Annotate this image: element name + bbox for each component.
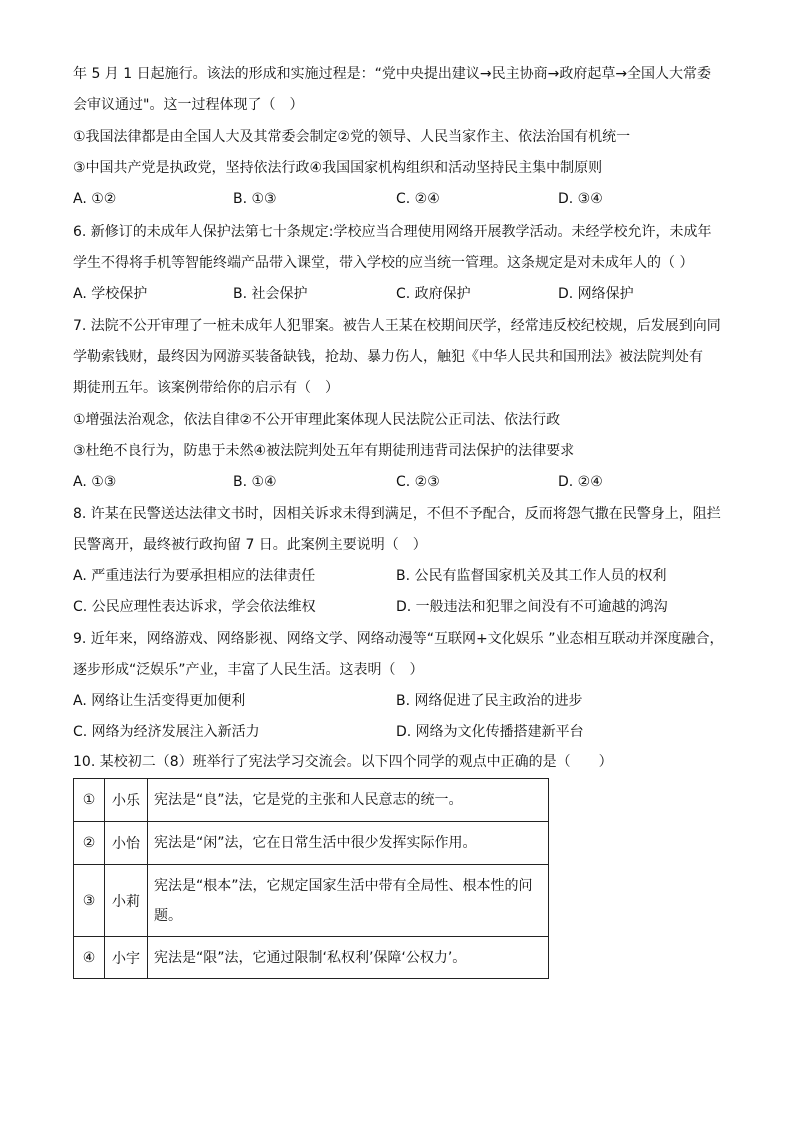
table-row [74,822,549,865]
q9-option-a: A. 网络让生活变得更加便利 [73,693,246,709]
q6-stem-line-2: 学生不得将手机等智能终端产品带入课堂，带入学校的应当统一管理。这条规定是对未成年人的（ ） [73,255,694,271]
row-number: ③ [74,865,105,937]
q7-stem-line-2: 学勒索钱财，最终因为网游买装备缺钱，抢劫、暴力伤人，触犯《中华人民共和国刑法》被法院判处有 [73,349,703,365]
q5-statement-line-1: ①我国法律都是由全国人大及其常委会制定②党的领导、人民当家作主、依法治国有机统一 [73,129,631,145]
q7-statement-line-2: ③杜绝不良行为，防患于未然④被法院判处五年有期徒刑违背司法保护的法律要求 [73,443,575,459]
q5-option-c: C. ②④ [396,191,440,207]
q5-option-b: B. ①③ [233,191,277,207]
q7-statement-line-1: ①增强法治观念，依法自律②不公开审理此案体现人民法院公正司法、依法行政 [73,412,561,428]
q10-viewpoint-table [73,778,549,979]
q8-option-d: D. 一般违法和犯罪之间没有不可逾越的鸿沟 [396,599,668,615]
q7-option-a: A. ①③ [73,474,117,490]
student-view: 宪法是“闲”法，它在日常生活中很少发挥实际作用。 [148,822,549,865]
q10-stem: 10. 某校初二（8）班举行了宪法学习交流会。以下四个同学的观点中正确的是（ ） [73,754,613,770]
q8-option-c: C. 公民应理性表达诉求，学会依法维权 [73,599,316,615]
q5-stem-line-2: 会审议通过"。这一过程体现了（ ） [73,97,304,113]
q6-option-d: D. 网络保护 [558,286,634,302]
q9-option-c: C. 网络为经济发展注入新活力 [73,724,260,740]
student-name: 小莉 [105,865,148,937]
q7-option-b: B. ①④ [233,474,277,490]
student-view: 宪法是“限”法，它通过限制‘私权利’保障‘公权力’。 [148,937,549,979]
q8-option-b: B. 公民有监督国家机关及其工作人员的权利 [396,568,667,584]
row-number: ① [74,779,105,822]
student-name: 小乐 [105,779,148,822]
q7-option-c: C. ②③ [396,474,440,490]
q8-stem-line-1: 8. 许某在民警送达法律文书时，因相关诉求未得到满足，不但不予配合，反而将怨气撒在民警身上，阻拦 [73,506,721,522]
q9-option-d: D. 网络为文化传播搭建新平台 [396,724,584,740]
table-row [74,779,549,822]
row-number: ④ [74,937,105,979]
q7-stem-line-1: 7. 法院不公开审理了一桩未成年人犯罪案。被告人王某在校期间厌学，经常违反校纪校规，后发展到向同 [73,318,721,334]
q5-stem-line-1: 年 5 月 1 日起施行。该法的形成和实施过程是：“党中央提出建议→民主协商→政府起草→全国人大常委 [73,66,712,82]
q6-option-b: B. 社会保护 [233,286,308,302]
q9-option-b: B. 网络促进了民主政治的进步 [396,693,583,709]
q6-option-a: A. 学校保护 [73,286,148,302]
q8-option-a: A. 严重违法行为要承担相应的法律责任 [73,568,316,584]
q9-stem-line-2: 逐步形成“泛娱乐”产业，丰富了人民生活。这表明（ ） [73,662,424,678]
q6-option-c: C. 政府保护 [396,286,471,302]
table-row [74,865,549,937]
q5-statement-line-2: ③中国共产党是执政党，坚持依法行政④我国国家机构组织和活动坚持民主集中制原则 [73,160,603,176]
row-number: ② [74,822,105,865]
q8-stem-line-2: 民警离开，最终被行政拘留 7 日。此案例主要说明（ ） [73,537,427,553]
q5-option-a: A. ①② [73,191,117,207]
student-name: 小怡 [105,822,148,865]
student-name: 小宇 [105,937,148,979]
student-view: 宪法是“良”法，它是党的主张和人民意志的统一。 [148,779,549,822]
student-view: 宪法是“根本”法，它规定国家生活中带有全局性、根本性的问题。 [148,865,549,937]
q6-stem-line-1: 6. 新修订的未成年人保护法第七十条规定:学校应当合理使用网络开展教学活动。未经学校允许，未成年 [73,224,712,240]
q7-option-d: D. ②④ [558,474,603,490]
q9-stem-line-1: 9. 近年来，网络游戏、网络影视、网络文学、网络动漫等“互联网+文化娱乐 ”业态相互联动并深度融合， [73,631,724,647]
table-row [74,937,549,979]
q7-stem-line-3: 期徒刑五年。该案例带给你的启示有（ ） [73,380,339,396]
q5-option-d: D. ③④ [558,191,603,207]
